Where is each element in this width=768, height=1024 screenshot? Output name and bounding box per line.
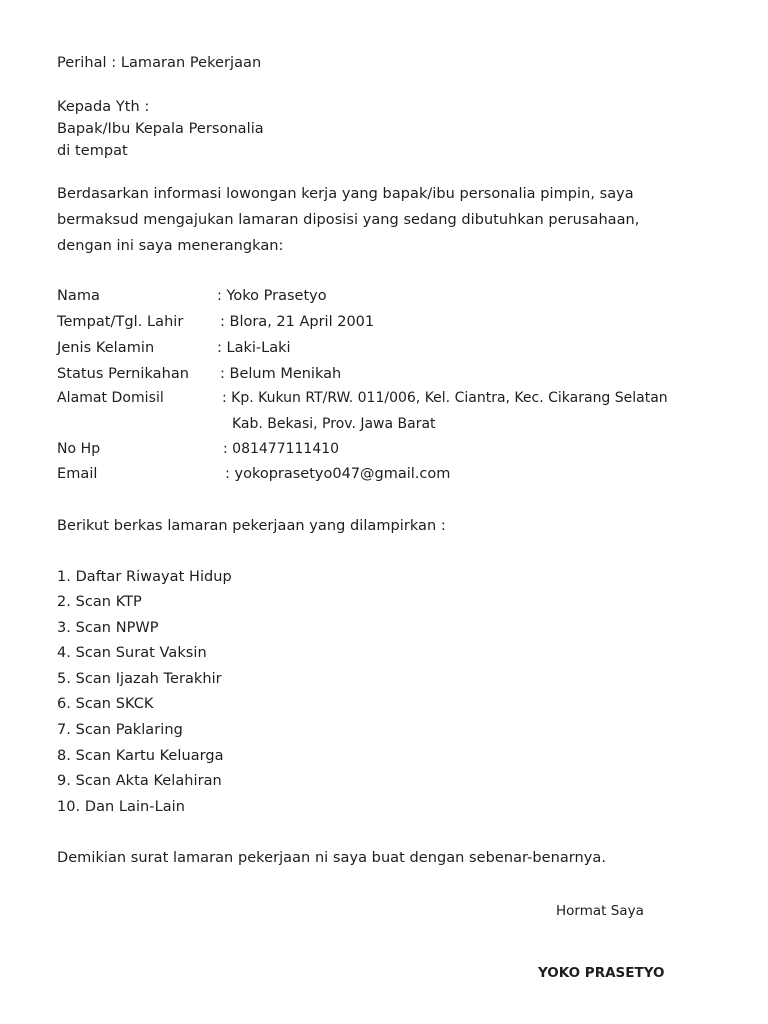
identity-value-gender: : Laki-Laki xyxy=(217,340,291,356)
identity-label-birth: Tempat/Tgl. Lahir xyxy=(57,314,184,330)
intro-line-2: bermaksud mengajukan lamaran diposisi yang sedang dibutuhkan perusahaan, xyxy=(57,212,640,228)
recipient-title: Bapak/Ibu Kepala Personalia xyxy=(57,121,264,137)
identity-value-phone: : 081477111410 xyxy=(223,441,340,457)
identity-label-phone: No Hp xyxy=(57,441,101,457)
signature-name: YOKO PRASETYO xyxy=(538,965,665,981)
intro-line-1: Berdasarkan informasi lowongan kerja yang bapak/ibu personalia pimpin, saya xyxy=(57,186,634,202)
attachment-item: 10. Dan Lain-Lain xyxy=(57,799,185,815)
identity-value-birth: : Blora, 21 April 2001 xyxy=(220,314,375,330)
recipient-greeting: Kepada Yth : xyxy=(57,99,150,115)
identity-value-marital: : Belum Menikah xyxy=(220,366,342,382)
identity-value-name: : Yoko Prasetyo xyxy=(217,288,327,304)
identity-label-address: Alamat Domisil xyxy=(57,390,164,406)
attachments-intro: Berikut berkas lamaran pekerjaan yang dilampirkan : xyxy=(57,518,446,534)
attachment-item: 6. Scan SKCK xyxy=(57,696,154,712)
subject-line: Perihal : Lamaran Pekerjaan xyxy=(57,55,262,71)
identity-label-marital: Status Pernikahan xyxy=(57,366,190,382)
identity-value-address-line2: Kab. Bekasi, Prov. Jawa Barat xyxy=(232,416,436,432)
attachment-item: 5. Scan Ijazah Terakhir xyxy=(57,671,222,687)
closing-statement: Demikian surat lamaran pekerjaan ni saya buat dengan sebenar-benarnya. xyxy=(57,850,607,866)
identity-label-name: Nama xyxy=(57,288,100,304)
recipient-place: di tempat xyxy=(57,143,128,159)
attachment-item: 7. Scan Paklaring xyxy=(57,722,183,738)
identity-label-gender: Jenis Kelamin xyxy=(57,340,155,356)
identity-label-email: Email xyxy=(57,466,98,482)
attachment-item: 8. Scan Kartu Keluarga xyxy=(57,748,224,764)
intro-line-3: dengan ini saya menerangkan: xyxy=(57,238,284,254)
attachment-item: 4. Scan Surat Vaksin xyxy=(57,645,207,661)
closing-salutation: Hormat Saya xyxy=(556,903,644,919)
attachment-item: 1. Daftar Riwayat Hidup xyxy=(57,569,232,585)
attachment-item: 3. Scan NPWP xyxy=(57,620,159,636)
identity-value-address: : Kp. Kukun RT/RW. 011/006, Kel. Ciantra, Kec. Cikarang Selatan xyxy=(222,390,668,406)
identity-value-email: : yokoprasetyo047@gmail.com xyxy=(225,466,451,482)
attachment-item: 9. Scan Akta Kelahiran xyxy=(57,773,222,789)
attachment-item: 2. Scan KTP xyxy=(57,594,142,610)
